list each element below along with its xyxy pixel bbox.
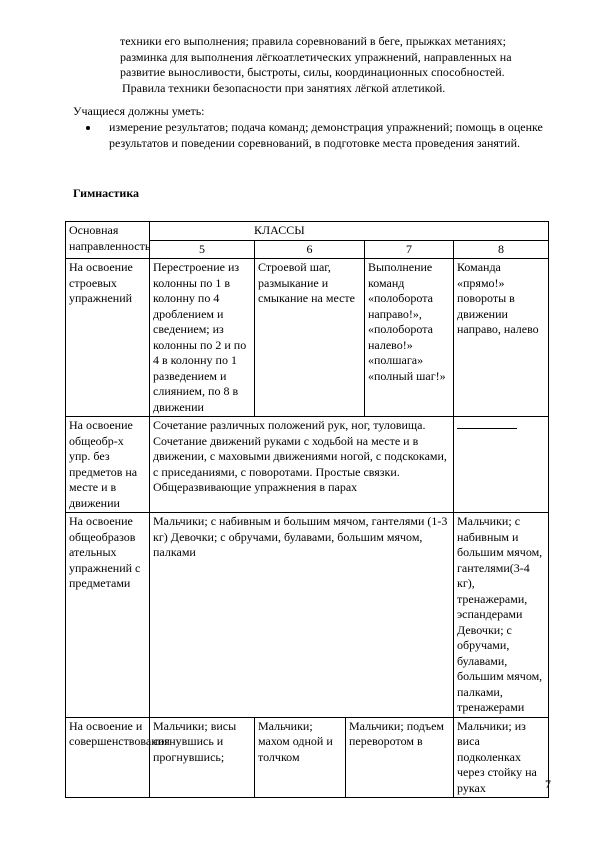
cell-grade-5-7: Мальчики; с набивным и большим мячом, гантелями (1-3 кг) Девочки; с обручами, булавами, большим мячом, палками: [150, 513, 454, 718]
cell-grade-8: Мальчики; из виса подколенках через стойку на руках: [454, 717, 549, 798]
intro-line: Правила техники безопасности при занятиях лёгкой атлетикой.: [122, 80, 446, 95]
blank-line: [457, 419, 517, 429]
row-label: На освоение и совершенствования: [66, 717, 150, 798]
table-row: [66, 417, 549, 513]
intro-line: техники его выполнения; правила соревнований в беге, прыжках метаниях;: [120, 34, 506, 48]
row-label: На освоение общеобразов ательных упражнений с предметами: [66, 513, 150, 718]
grade-5: 5: [150, 240, 255, 259]
header-direction: Основная направленность: [66, 222, 150, 259]
section-title: Гимнастика: [73, 186, 140, 200]
cell-grade-5: Перестроение из колонны по 1 в колонну по 4 дроблением и сведением; из колонны по 2 и по 4 в колонну по 1 разведением и слиянием, по 8 в движении: [150, 259, 255, 417]
gymnastics-table: [65, 221, 549, 798]
intro-paragraph: [120, 34, 540, 96]
grade-6: 6: [255, 240, 365, 259]
row-label: На освоение общеобр-х упр. без предметов на месте и в движении: [66, 417, 150, 513]
cell-grade-5-7: Сочетание различных положений рук, ног, туловища. Сочетание движений руками с ходьбой на месте и в движении, с маховыми движениями ногой, с подскоками, с приседаниями, с поворотами. Простые связки. Общеразвивающие упражнения в парах: [150, 417, 454, 513]
cell-grade-5: Мальчики; висы согнувшись и прогнувшись;: [150, 717, 255, 798]
table-header-row: [66, 222, 549, 241]
intro-line: развитие выносливости, быстроты, силы, координационных способностей.: [120, 65, 505, 79]
header-classes: КЛАССЫ: [150, 222, 549, 241]
table-row: [66, 513, 549, 718]
cell-grade-8: Мальчики; с набивным и большим мячом, гантелями(3-4 кг), тренажерами, эспандерами Девочки; с обручами, булавами, большим мячом, палками, тренажерами: [454, 513, 549, 718]
cell-grade-6: Строевой шаг, размыкание и смыкание на месте: [255, 259, 365, 417]
row-label: На освоение строевых упражнений: [66, 259, 150, 417]
cell-grade-7: Мальчики; подъем переворотом в: [346, 717, 454, 798]
bullet-icon: [86, 126, 90, 130]
cell-grade-6: Мальчики; махом одной и толчком: [255, 717, 346, 798]
grade-8: 8: [454, 240, 549, 259]
cell-grade-8-empty: [454, 417, 549, 513]
table-row: [66, 717, 549, 798]
cell-grade-7: Выполнение команд «полоборота направо!», «полоборота налево!» «полшага» «полный шаг!»: [365, 259, 454, 417]
intro-line: разминка для выполнения лёгкоатлетических упражнений, направленных на: [120, 49, 512, 64]
cell-grade-8: Команда «прямо!» повороты в движении направо, налево: [454, 259, 549, 417]
students-heading: Учащиеся должны уметь:: [73, 104, 205, 118]
page-number: 7: [545, 777, 551, 791]
table-row: [66, 259, 549, 417]
grade-7: 7: [365, 240, 454, 259]
bullet-text: измерение результатов; подача команд; демонстрация упражнений; помощь в оценке результатов и поведении соревнований, в подготовке места проведения занятий.: [109, 120, 543, 150]
